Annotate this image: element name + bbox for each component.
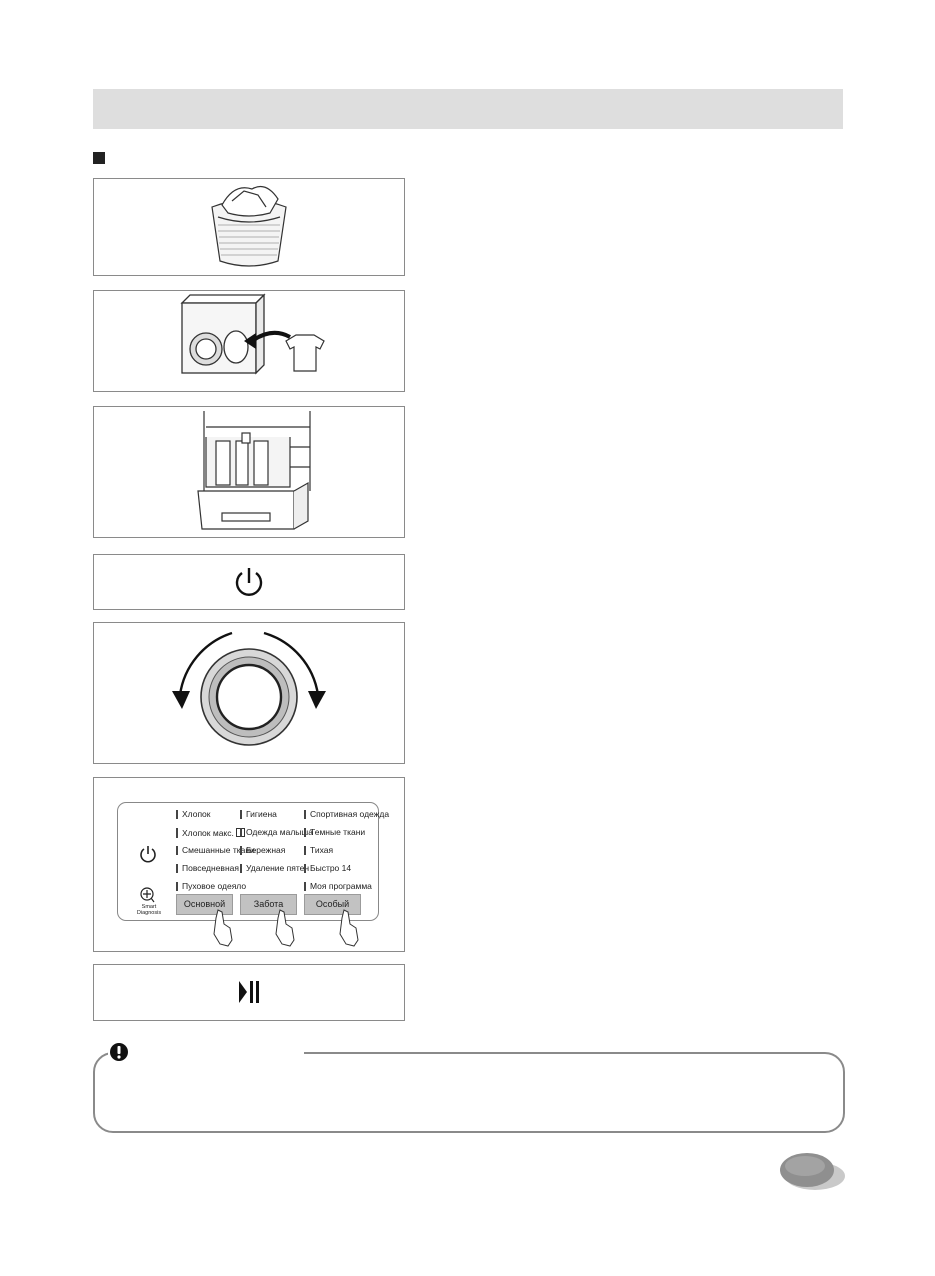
step-select-program-panel [93, 622, 405, 764]
smart-diagnosis-label: Smart Diagnosis [136, 904, 162, 916]
page-number-badge [779, 1150, 845, 1192]
program-label: Темные ткани [304, 828, 365, 837]
exclamation-icon [109, 1042, 129, 1062]
section-header-bar [93, 89, 843, 129]
group-button-special[interactable]: Особый [304, 894, 361, 915]
program-label: Пуховое одеяло [176, 882, 246, 891]
program-label: Тихая [304, 846, 333, 855]
program-label: Хлопок макс. [176, 828, 245, 838]
step-power-panel [93, 554, 405, 610]
program-label: Удаление пятен [240, 864, 309, 873]
step-add-detergent-panel [93, 406, 405, 538]
program-label: Бережная [240, 846, 285, 855]
program-label: Гигиена [240, 810, 277, 819]
group-button-basic[interactable]: Основной [176, 894, 233, 915]
program-label: Смешанные ткани [176, 846, 255, 855]
group-button-care[interactable]: Забота [240, 894, 297, 915]
step-load-laundry-panel [93, 290, 405, 392]
program-label: Повседневная [176, 864, 239, 873]
caution-note-header-gap [108, 1046, 304, 1058]
detergent-drawer-illustration [94, 407, 404, 537]
power-icon [94, 555, 404, 609]
program-knob-illustration [94, 623, 404, 763]
step-sort-laundry-panel [93, 178, 405, 276]
step-start-panel [93, 964, 405, 1021]
caution-note-box [93, 1052, 845, 1133]
finger-press-illustration [94, 778, 404, 951]
step-select-group-panel [93, 777, 405, 952]
program-label: Быстро 14 [304, 864, 351, 873]
program-label: Хлопок [176, 810, 211, 819]
play-pause-icon [94, 965, 404, 1020]
washer-load-illustration [94, 291, 404, 391]
section-marker-square [93, 152, 105, 164]
program-label: Спортивная одежда [304, 810, 389, 819]
laundry-basket-illustration [94, 179, 404, 275]
program-label: Моя программа [304, 882, 372, 891]
program-label: Одежда малыша [240, 828, 313, 837]
